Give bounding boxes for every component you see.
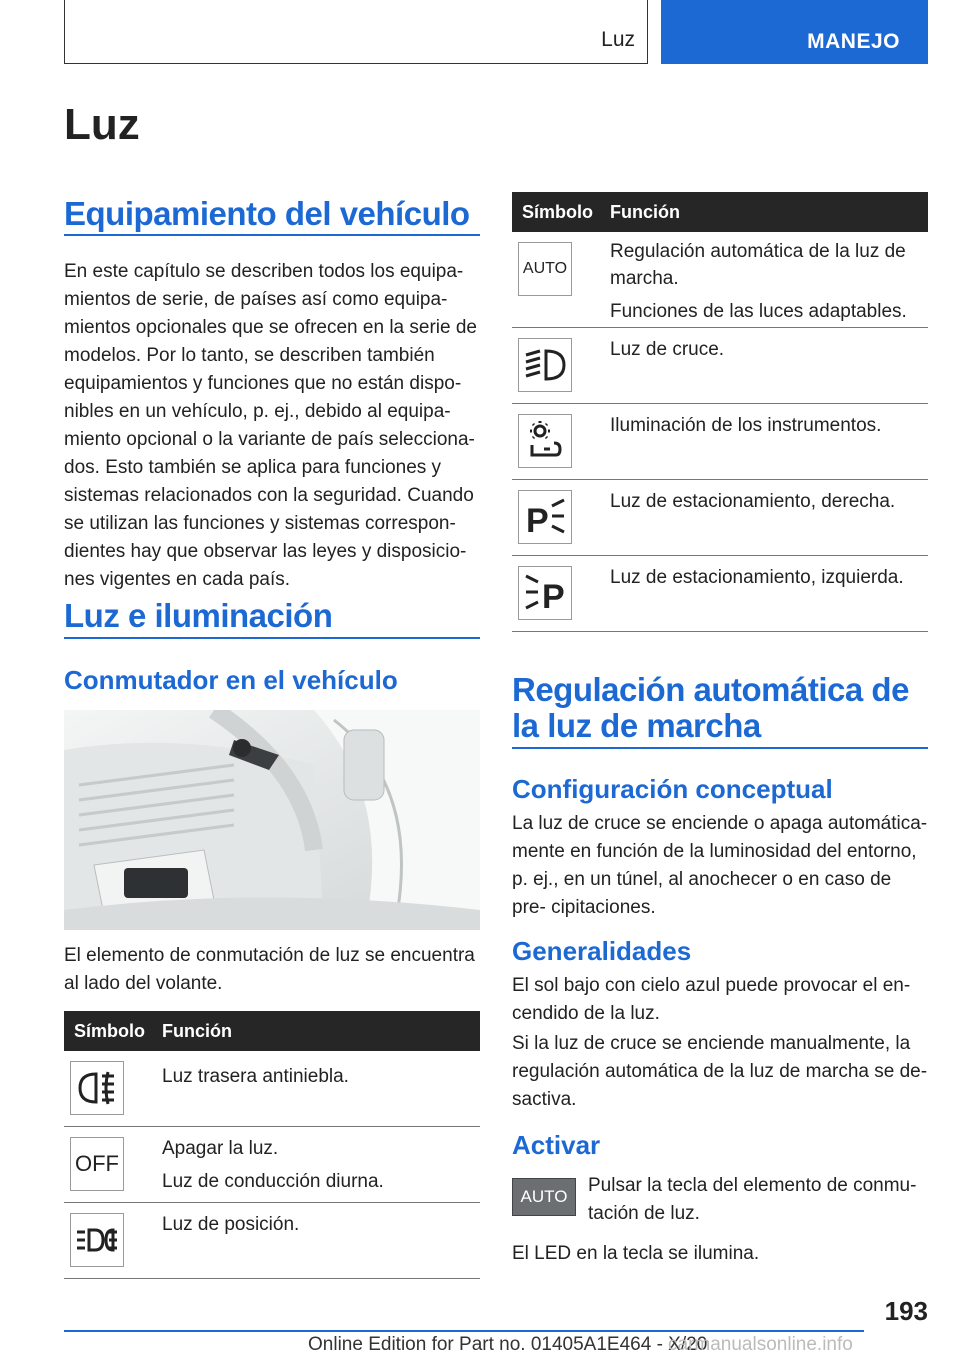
function-line: Luz de conducción diurna. (162, 1171, 384, 1192)
function-line: Luz de estacionamiento, derecha. (610, 491, 896, 512)
header-section-label: Luz (601, 28, 635, 51)
equipamiento-body: En este capítulo se describen todos los equipa- mientos de serie, de países así como equipa- mientos opcionales que se ofrecen en la serie de modelos. Por lo tanto, se describen también equipamientos y funciones que no están dispo- nibles en un vehículo, p. ej., debido al equipa- miento opcional o la variante de país selecciona- dos. Esto también se aplica para funciones y sistemas relacionados con la seguridad. Cuando se utilizan las funciones y sistemas correspon- dientes hay que observar las leyes y disposicio- nes vigentes en cada país. (64, 261, 477, 590)
subsection-title-conmutador: Conmutador en el vehículo (64, 665, 398, 695)
function-line: Regulación automática de la luz de marcha. (610, 241, 906, 289)
footer-rule (64, 1330, 864, 1332)
configuracion-body: La luz de cruce se enciende o apaga automática- mente en función de la luminosidad del entorno, p. ej., en un túnel, al anochecer o en caso de pre- cipitaciones. (512, 813, 928, 918)
activar-p1: Pulsar la tecla del elemento de conmu- tación de luz. (588, 1175, 917, 1224)
table-header (512, 192, 928, 232)
header-box (64, 0, 648, 64)
instrument-lighting-icon (518, 414, 572, 468)
function-text (610, 564, 920, 597)
symbol-table-left (64, 1011, 480, 1279)
subsection-title-activar: Activar (512, 1130, 601, 1160)
table-row (512, 480, 928, 556)
parking-lights-icon (70, 1213, 124, 1267)
section-title-luz-iluminacion: Luz e iluminación (64, 597, 333, 634)
column-header-function: Función (610, 202, 680, 222)
function-text (162, 1135, 472, 1201)
watermark: carmanualsonline.info (668, 1334, 853, 1355)
section-rule (64, 234, 480, 236)
table-row (512, 556, 928, 632)
table-row (512, 232, 928, 328)
table-row (512, 404, 928, 480)
function-text (610, 488, 920, 521)
function-line: Funciones de las luces adaptables. (610, 301, 907, 322)
section-rule (512, 747, 928, 749)
function-text (610, 238, 920, 331)
auto-icon: AUTO (518, 242, 572, 296)
generalidades-p2: Si la luz de cruce se enciende manualmente, la regulación automática de la luz de marcha se de- sactiva. (512, 1033, 928, 1110)
section-rule (64, 637, 480, 639)
page-title: Luz (64, 100, 140, 149)
footer-edition: Online Edition for Part no. 01405A1E464 - X/20 (308, 1334, 708, 1355)
section-title-regulacion (512, 672, 928, 744)
rear-fog-light-icon (70, 1061, 124, 1115)
table-row (512, 328, 928, 404)
table-row (64, 1127, 480, 1203)
off-icon: OFF (70, 1137, 124, 1191)
column-header-symbol: Símbolo (74, 1021, 145, 1041)
table-row (64, 1203, 480, 1279)
function-line: Luz de cruce. (610, 339, 725, 360)
svg-text:P: P (542, 578, 565, 614)
column-header-symbol: Símbolo (522, 202, 593, 222)
header-tab-manejo[interactable]: MANEJO (661, 0, 928, 64)
parking-light-right-icon (518, 490, 572, 544)
conmutador-caption: El elemento de conmutación de luz se encuentra al lado del volante. (64, 945, 475, 994)
function-text (610, 412, 920, 445)
vehicle-switch-image (64, 710, 480, 930)
function-line: Luz trasera antiniebla. (162, 1066, 349, 1087)
section-title-line: Regulación automática de (512, 671, 909, 708)
auto-button-icon: AUTO (512, 1178, 576, 1216)
function-line: Luz de estacionamiento, izquierda. (610, 567, 904, 588)
function-text (610, 336, 920, 369)
parking-light-left-icon (518, 566, 572, 620)
table-header (64, 1011, 480, 1051)
generalidades-p1: El sol bajo con cielo azul puede provocar el en- cendido de la luz. (512, 975, 911, 1024)
function-text (162, 1063, 472, 1096)
section-title-line: la luz de marcha (512, 707, 761, 744)
subsection-title-configuracion: Configuración conceptual (512, 774, 833, 804)
symbol-table-right (512, 192, 928, 632)
low-beam-icon (518, 338, 572, 392)
svg-text:P: P (526, 502, 549, 538)
column-header-function: Función (162, 1021, 232, 1041)
function-line: Iluminación de los instrumentos. (610, 415, 882, 436)
activar-p2: El LED en la tecla se ilumina. (512, 1243, 760, 1264)
section-title-equipamiento: Equipamiento del vehículo (64, 195, 470, 232)
function-line: Luz de posición. (162, 1214, 300, 1235)
function-line: Apagar la luz. (162, 1138, 279, 1159)
table-row (64, 1051, 480, 1127)
subsection-title-generalidades: Generalidades (512, 936, 692, 966)
page-number: 193 (884, 1296, 928, 1326)
function-text (162, 1211, 472, 1244)
